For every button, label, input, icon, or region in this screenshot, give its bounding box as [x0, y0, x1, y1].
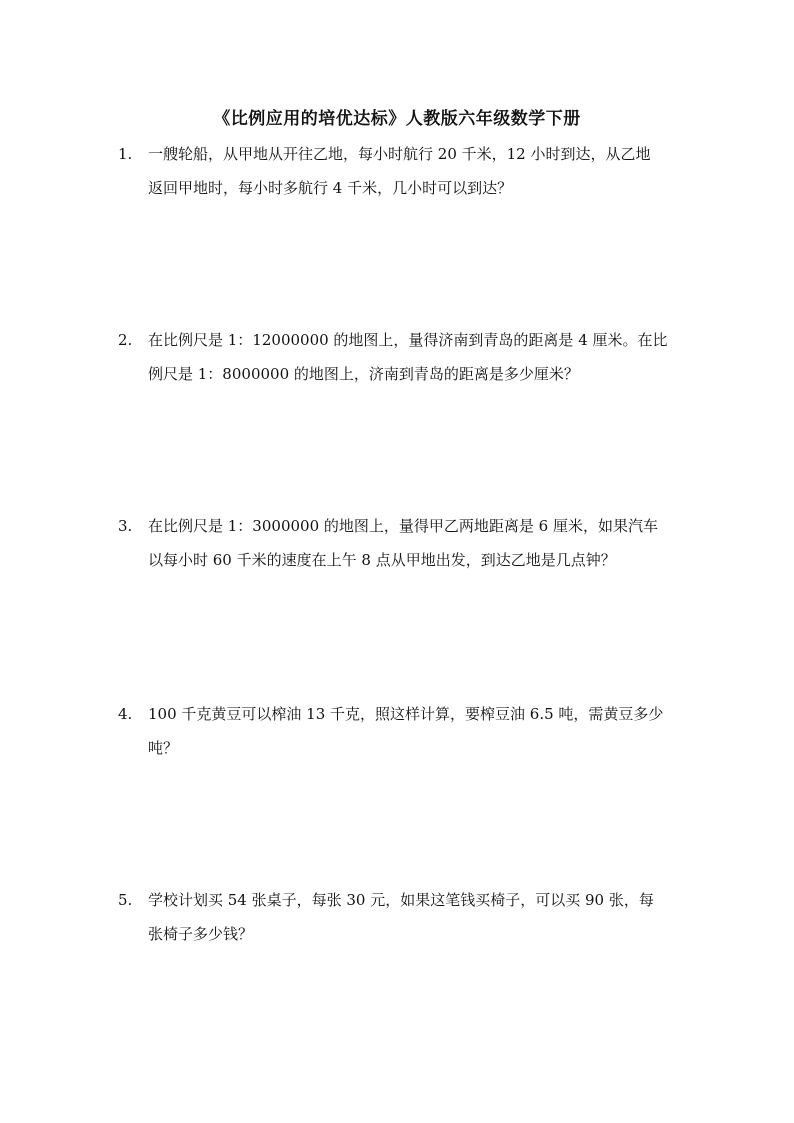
question-line: 100 千克黄豆可以榨油 13 千克，照这样计算，要榨豆油 6.5 吨，需黄豆多少	[148, 705, 664, 723]
question-text	[148, 323, 678, 391]
question-number: 4.	[118, 705, 133, 723]
question-line: 例尺是 1：8000000 的地图上，济南到青岛的距离是多少厘米？	[148, 365, 579, 383]
question-line: 一艘轮船，从甲地从开往乙地，每小时航行 20 千米，12 小时到达，从乙地	[148, 145, 651, 163]
question-line: 张椅子多少钱？	[148, 925, 254, 943]
question-line: 在比例尺是 1：3000000 的地图上，量得甲乙两地距离是 6 厘米，如果汽车	[148, 517, 658, 535]
question-number: 1.	[118, 145, 133, 163]
question-text	[148, 509, 678, 577]
question-number: 3.	[118, 517, 133, 535]
question-text	[148, 697, 678, 765]
document-title: 《比例应用的培优达标》人教版六年级数学下册	[213, 109, 581, 129]
question-text	[148, 137, 678, 205]
question-number: 5.	[118, 891, 133, 909]
question-number: 2.	[118, 331, 133, 349]
question-text	[148, 883, 678, 951]
question-line: 以每小时 60 千米的速度在上午 8 点从甲地出发，到达乙地是几点钟？	[148, 551, 616, 569]
question-line: 返回甲地时，每小时多航行 4 千米，几小时可以到达？	[148, 179, 513, 197]
question-line: 学校计划买 54 张桌子，每张 30 元，如果这笔钱买椅子，可以买 90 张，每	[148, 891, 654, 909]
question-line: 在比例尺是 1：12000000 的地图上，量得济南到青岛的距离是 4 厘米。在比	[148, 331, 668, 349]
question-line: 吨？	[148, 739, 179, 757]
